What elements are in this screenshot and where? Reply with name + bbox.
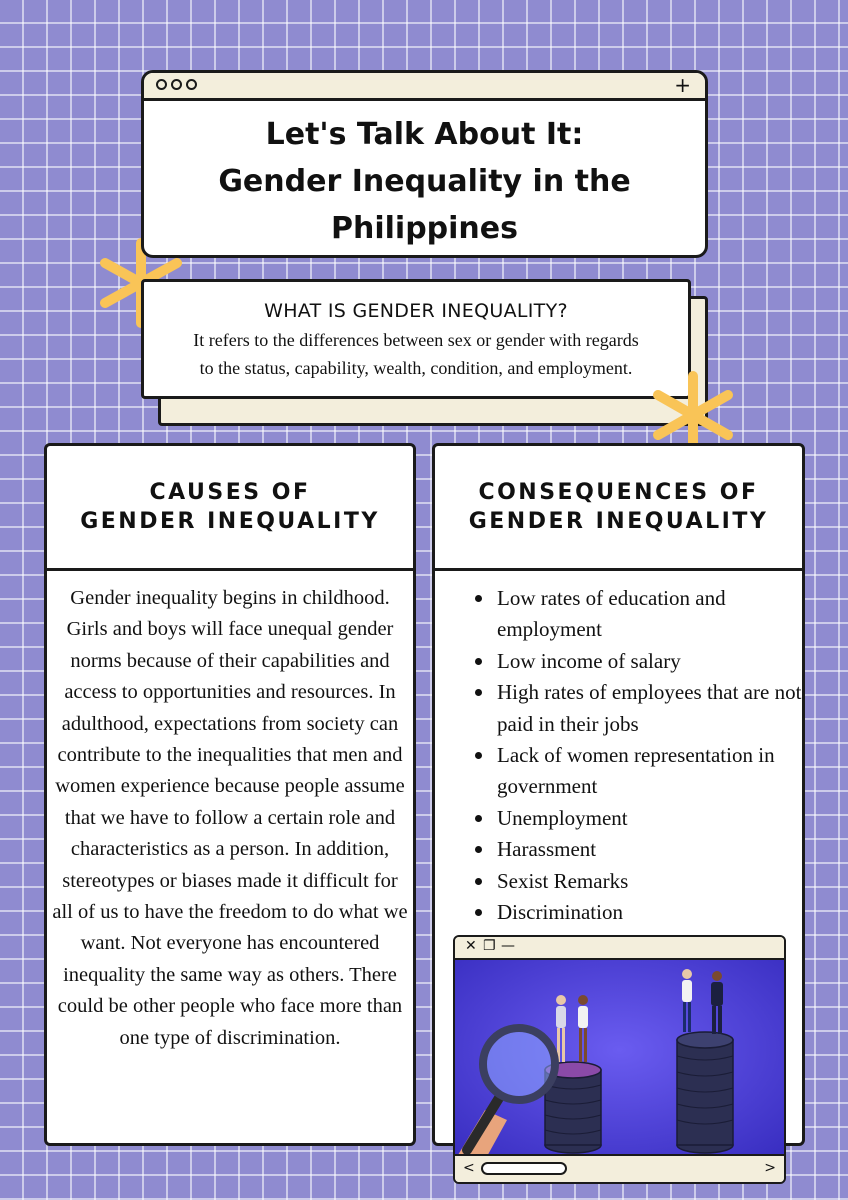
title-line-2: Gender Inequality in the (218, 164, 631, 199)
definition-line-1: It refers to the differences between sex or gender with regards (193, 330, 639, 350)
definition-box (141, 279, 691, 399)
title-window (141, 70, 708, 258)
title-window-bar (144, 73, 705, 101)
causes-heading (47, 446, 413, 571)
list-item: Unemployment (473, 803, 802, 834)
illustration-scrollbar[interactable] (455, 1154, 784, 1182)
illustration-window-bar (455, 937, 784, 960)
restore-icon[interactable]: ❐ (483, 938, 496, 954)
list-item: High rates of employees that are not paid in their jobs (473, 677, 802, 740)
consequences-heading-line-2: GENDER INEQUALITY (468, 509, 769, 534)
close-icon[interactable]: ✕ (465, 938, 477, 954)
definition-line-2: to the status, capability, wealth, condition, and employment. (199, 358, 633, 378)
plus-icon: + (674, 73, 691, 97)
list-item: Low rates of education and employment (473, 583, 802, 646)
causes-text: Gender inequality begins in childhood. Girls and boys will face unequal gender norms because of their capabilities and access to opportunities and resources. In adulthood, expectations from society can contribute to the inequalities that men and women experience because people assume that we have to follow a certain role and characteristics as a person. In addition, stereotypes or biases made it difficult for all of us to have the freedom to do what we want. Not everyone has encountered inequality the same way as others. There could be other people who face more than one type of discrimination. (52, 587, 408, 1049)
causes-panel (44, 443, 416, 1146)
title-line-3: Philippines (331, 211, 518, 246)
page-title (144, 101, 705, 252)
three-circles-icon (156, 79, 197, 90)
list-item: Sexist Remarks (473, 866, 802, 897)
list-item: Low income of salary (473, 646, 802, 677)
consequences-list (435, 571, 802, 928)
scroll-thumb[interactable] (481, 1162, 567, 1175)
title-line-1: Let's Talk About It: (265, 117, 584, 152)
consequences-heading (435, 446, 802, 571)
causes-heading-line-2: GENDER INEQUALITY (80, 509, 380, 534)
list-item: Harassment (473, 834, 802, 865)
illustration-window (453, 935, 786, 1184)
minimize-icon[interactable]: — (501, 938, 515, 954)
definition-heading: WHAT IS GENDER INEQUALITY? (264, 300, 568, 322)
chevron-right-icon[interactable]: > (764, 1160, 776, 1176)
list-item: Lack of women representation in government (473, 740, 802, 803)
illustration (455, 960, 784, 1160)
consequences-heading-line-1: CONSEQUENCES OF (478, 480, 759, 505)
list-item: Discrimination (473, 897, 802, 928)
chevron-left-icon[interactable]: < (463, 1160, 475, 1176)
causes-heading-line-1: CAUSES OF (149, 480, 311, 505)
definition-text (144, 326, 688, 382)
